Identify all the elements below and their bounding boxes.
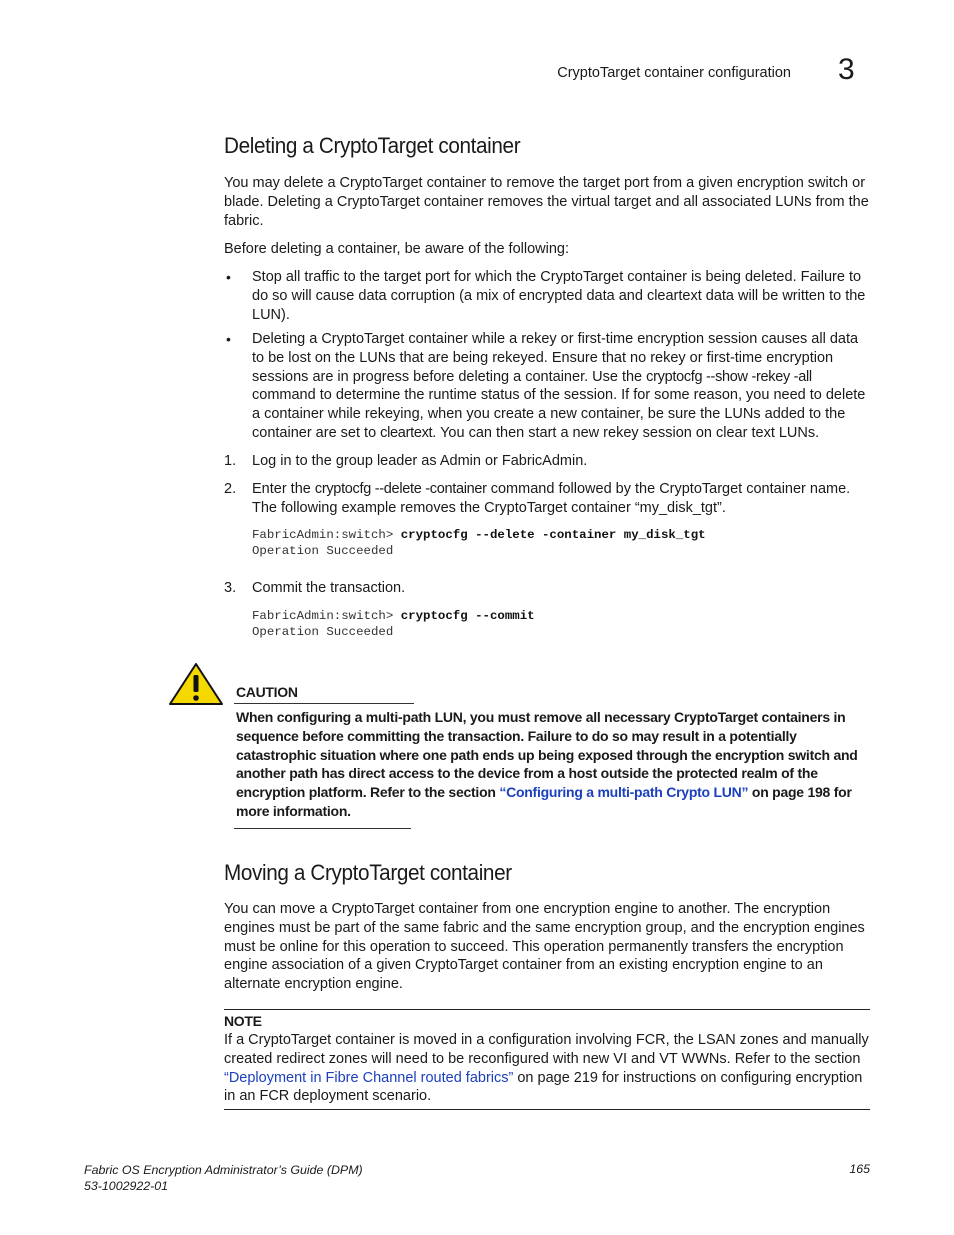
step-text: command followed by the CryptoTarget container name. The following example removes the CryptoTarget container “my_disk_tgt”. bbox=[252, 481, 851, 516]
bullet-marker: • bbox=[226, 269, 231, 285]
command-text: cleartext bbox=[380, 424, 433, 441]
code-command: cryptocfg --commit bbox=[400, 609, 535, 623]
chapter-number: 3 bbox=[838, 53, 855, 86]
code-block-delete bbox=[252, 527, 706, 559]
caution-divider-top bbox=[234, 703, 414, 704]
bullet-text: . You can then start a new rekey session on clear text LUNs. bbox=[432, 424, 820, 441]
note-text bbox=[224, 1031, 872, 1106]
move-intro-paragraph: You can move a CryptoTarget container from one encryption engine to another. The encryption engines must be part of the same fabric and the same encryption group, and the encryption engines must be online for this operation to succeed. This operation permanently transfers the encryption engine association of a given CryptoTarget container from an existing encryption engine to an alternate encryption engine. bbox=[224, 901, 865, 993]
caution-text bbox=[236, 708, 872, 821]
bullet-marker: • bbox=[226, 331, 231, 347]
delete-before-paragraph: Before deleting a container, be aware of the following: bbox=[224, 241, 570, 257]
code-command: cryptocfg --delete -container my_disk_tgt bbox=[400, 528, 706, 542]
note-divider-top bbox=[224, 1009, 870, 1010]
footer-doc-title: Fabric OS Encryption Administrator’s Guide (DPM) bbox=[84, 1163, 363, 1177]
running-header-title: CryptoTarget container configuration bbox=[557, 65, 791, 81]
step-commit: Commit the transaction. bbox=[252, 580, 406, 596]
step-number: 1. bbox=[224, 453, 237, 469]
section-heading-delete: Deleting a CryptoTarget container bbox=[224, 133, 521, 158]
note-divider-bottom bbox=[224, 1109, 870, 1110]
caution-divider-bottom bbox=[234, 828, 411, 829]
delete-intro-paragraph: You may delete a CryptoTarget container to remove the target port from a given encryption switch or blade. Deleting a CryptoTarget container removes the virtual target and all associated LUNs from the fabric. bbox=[224, 175, 869, 229]
note-cross-reference-link[interactable]: “Deployment in Fibre Channel routed fabrics” bbox=[224, 1069, 514, 1086]
bullet-item-stop-traffic: Stop all traffic to the target port for which the CryptoTarget container is being deleted. Failure to do so will cause data corruption (a mix of encrypted data and cleartext data will be written to the LUN). bbox=[252, 269, 866, 323]
step-text: Enter the bbox=[252, 481, 315, 497]
command-text: cryptocfg --show -rekey -all bbox=[646, 368, 812, 385]
code-prompt: FabricAdmin:switch> bbox=[252, 609, 401, 623]
note-text-part: on page 219 for instructions on configuring encryption in an FCR deployment scenario. bbox=[224, 1069, 863, 1105]
caution-cross-reference-link[interactable]: “Configuring a multi-path Crypto LUN” bbox=[499, 784, 749, 801]
caution-text-part: on page 198 for more information. bbox=[236, 784, 852, 819]
caution-warning-icon bbox=[168, 662, 224, 706]
bullet-item-rekey-warning bbox=[252, 330, 872, 443]
code-block-commit bbox=[252, 608, 535, 640]
command-text: cryptocfg --delete -container bbox=[314, 481, 487, 497]
bullet-text: Deleting a CryptoTarget container while a rekey or first-time encryption session causes all data to be lost on the LUNs that are being rekeyed. Ensure that no rekey or first-time encryption sessions are in progress before deleting a container. Use the bbox=[252, 331, 859, 385]
footer-page-number: 165 bbox=[849, 1162, 870, 1176]
note-text-part: If a CryptoTarget container is moved in a configuration involving FCR, the LSAN zones and manually created redirect zones will need to be reconfigured with new VI and VT WWNs. Refer to the section bbox=[224, 1032, 869, 1067]
step-log-in: Log in to the group leader as Admin or FabricAdmin. bbox=[252, 453, 588, 469]
step-number: 2. bbox=[224, 481, 237, 497]
footer-document-info bbox=[84, 1162, 363, 1194]
code-output: Operation Succeeded bbox=[252, 544, 394, 558]
step-enter-command bbox=[252, 480, 872, 518]
step-number: 3. bbox=[224, 580, 237, 596]
caution-label: CAUTION bbox=[236, 684, 298, 700]
bullet-text: command to determine the runtime status of the session. If for some reason, you need to delete a container while rekeying, when you create a new container, be sure the LUNs added to the container are set to bbox=[252, 387, 866, 441]
footer-doc-number: 53-1002922-01 bbox=[84, 1179, 169, 1193]
note-label: NOTE bbox=[224, 1013, 262, 1029]
code-output: Operation Succeeded bbox=[252, 625, 394, 639]
code-prompt: FabricAdmin:switch> bbox=[252, 528, 401, 542]
section-heading-move: Moving a CryptoTarget container bbox=[224, 860, 512, 885]
caution-text-part: When configuring a multi-path LUN, you must remove all necessary CryptoTarget containers in sequence before committing the transaction. Failure to do so may result in a potentially catastrophic situation where one path ends up being exposed through the encryption switch and another path has direct access to the device from a host outside the protected realm of the encryption platform. Refer to the section bbox=[236, 709, 858, 801]
